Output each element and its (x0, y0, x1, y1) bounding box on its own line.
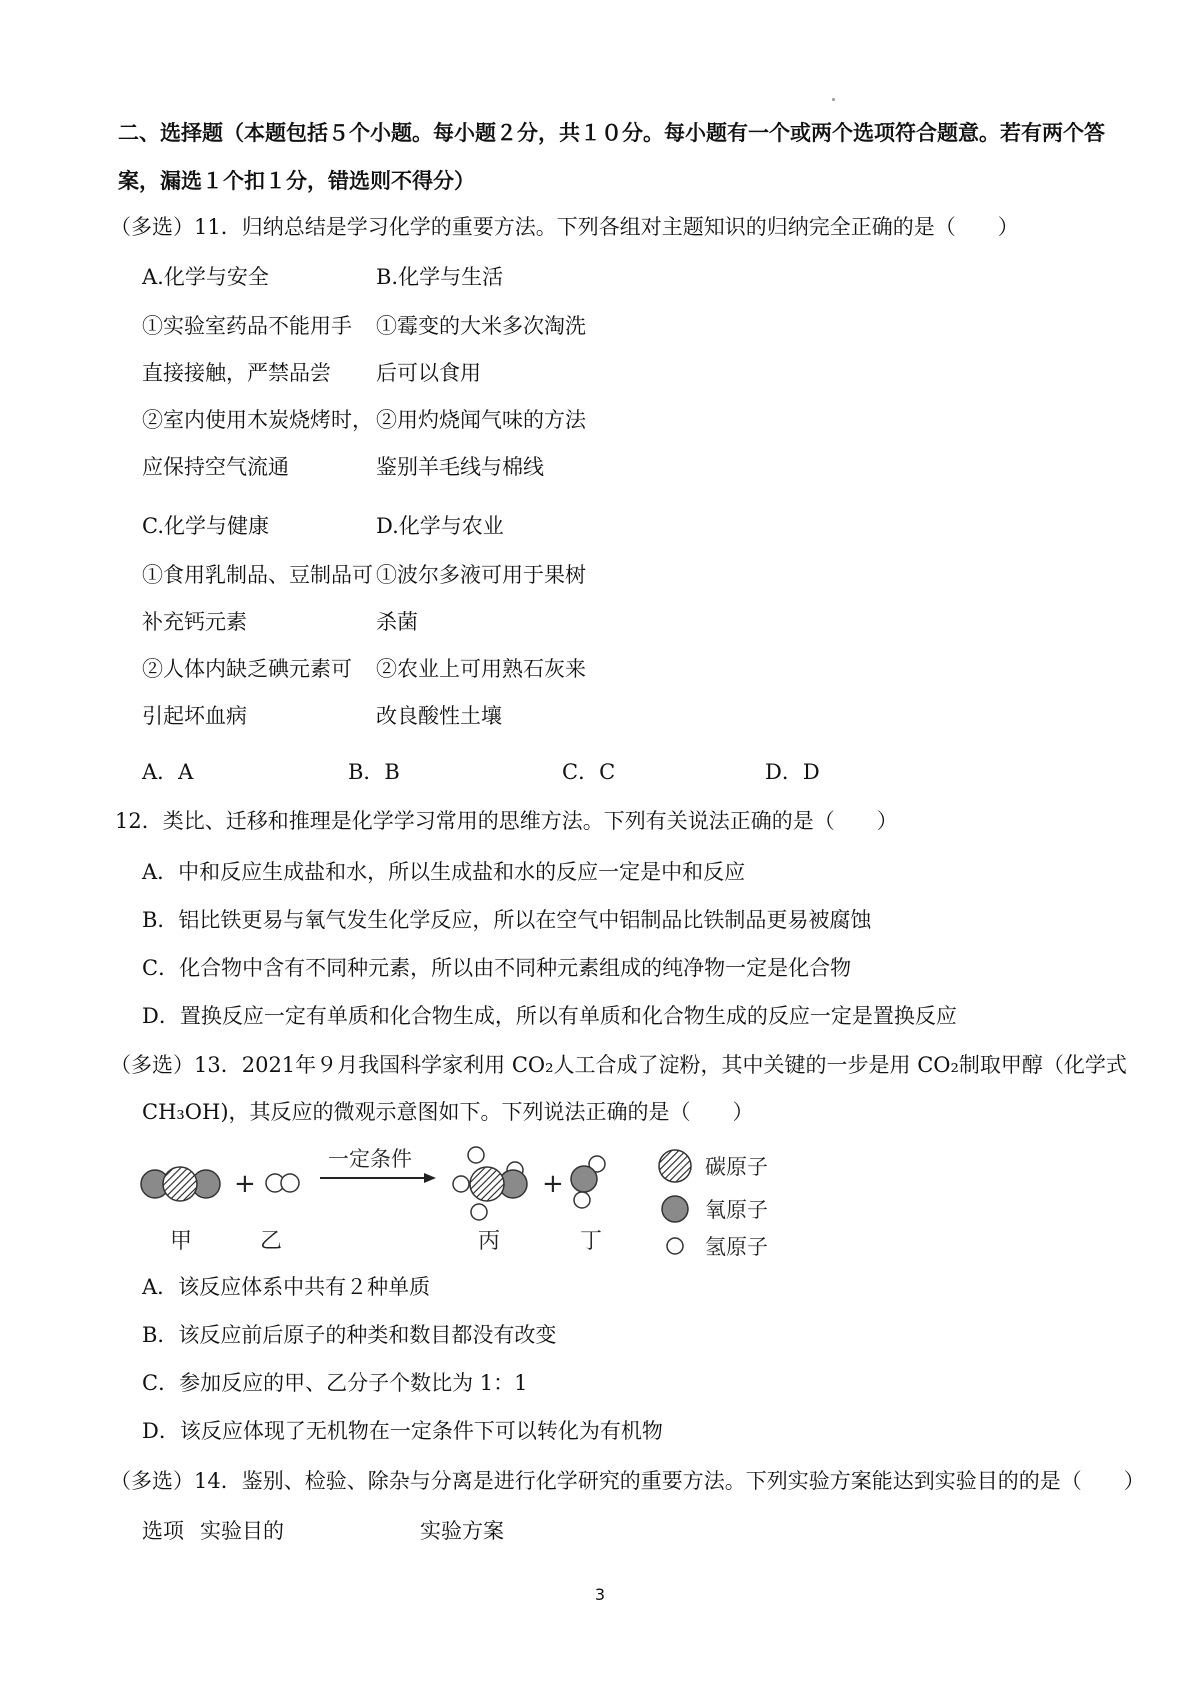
molecule-bing (453, 1147, 527, 1220)
legend-carbon-label: 碳原子 (705, 1155, 768, 1179)
legend-carbon-swatch (659, 1150, 691, 1182)
section-heading-line1: 二、选择题（本题包括５个小题。每小题２分，共１０分。每小题有一个或两个选项符合题意。若有两个答 (118, 121, 1105, 145)
page-number: 3 (594, 1585, 606, 1604)
q13-option-a: A．该反应体系中共有２种单质 (142, 1275, 431, 1299)
arrow-label: 一定条件 (328, 1147, 412, 1171)
section-heading-line2: 案，漏选１个扣１分，错选则不得分） (118, 169, 475, 193)
q12-option-c: C．化合物中含有不同种元素，所以由不同种元素组成的纯净物一定是化合物 (142, 956, 852, 980)
q11-d-line2: 杀菌 (376, 610, 418, 634)
q11-choice-d: D．D (765, 760, 820, 784)
q11-d-line3: ②农业上可用熟石灰来 (376, 657, 586, 681)
hydrogen-atom (281, 1174, 299, 1192)
q11-c-title: C.化学与健康 (142, 514, 269, 538)
q13-option-b: B．该反应前后原子的种类和数目都没有改变 (142, 1323, 557, 1347)
q11-c-line1: ①食用乳制品、豆制品可 (142, 563, 373, 587)
reaction-arrow (320, 1173, 436, 1183)
q11-a-line3: ②室内使用木炭烧烤时， (142, 408, 373, 432)
label-yi: 乙 (260, 1229, 283, 1254)
q13-option-c: C．参加反应的甲、乙分子个数比为 1：1 (142, 1371, 528, 1395)
q11-a-line2: 直接接触，严禁品尝 (142, 361, 331, 385)
label-jia: 甲 (170, 1229, 193, 1254)
q11-d-line1: ①波尔多液可用于果树 (376, 563, 586, 587)
legend-hydrogen-label: 氢原子 (705, 1235, 768, 1259)
q11-c-line4: 引起坏血病 (142, 704, 247, 728)
molecule-jia (141, 1167, 220, 1201)
legend-oxygen-label: 氧原子 (705, 1198, 768, 1222)
molecule-ding (571, 1156, 605, 1208)
q11-c-line2: 补充钙元素 (142, 610, 247, 634)
hydrogen-atom (471, 1204, 487, 1220)
hydrogen-atom (468, 1147, 484, 1163)
q11-c-line3: ②人体内缺乏碘元素可 (142, 657, 352, 681)
plus-sign: + (542, 1169, 564, 1199)
q11-choice-b: B．B (348, 760, 400, 784)
stray-dot (832, 98, 835, 101)
q13-stem-line1: （多选）13．2021年９月我国科学家利用 CO₂人工合成了淀粉，其中关键的一步是用 CO₂制取甲醇（化学式 (110, 1053, 1127, 1077)
plus-sign: + (234, 1169, 256, 1199)
q12-option-a: A．中和反应生成盐和水，所以生成盐和水的反应一定是中和反应 (142, 860, 746, 884)
hydrogen-atom (574, 1192, 590, 1208)
q11-d-title: D.化学与农业 (376, 514, 504, 538)
q11-choice-c: C．C (562, 760, 616, 784)
q14-col-option: 选项 (142, 1519, 184, 1543)
legend-hydrogen-swatch (667, 1238, 683, 1254)
q11-b-line4: 鉴别羊毛线与棉线 (376, 455, 544, 479)
q12-option-b: B．铝比铁更易与氧气发生化学反应，所以在空气中铝制品比铁制品更易被腐蚀 (142, 908, 872, 932)
q14-stem: （多选）14．鉴别、检验、除杂与分离是进行化学研究的重要方法。下列实验方案能达到实验目的的是（ ） (110, 1469, 1145, 1493)
q11-b-line3: ②用灼烧闻气味的方法 (376, 408, 586, 432)
q11-choice-a: A．A (142, 760, 194, 784)
oxygen-atom (571, 1166, 597, 1192)
q11-a-line1: ①实验室药品不能用手 (142, 314, 352, 338)
q14-col-goal: 实验目的 (200, 1519, 284, 1543)
q14-col-plan: 实验方案 (420, 1519, 504, 1543)
carbon-atom (163, 1167, 197, 1201)
legend (659, 1150, 768, 1259)
q11-stem: （多选）11．归纳总结是学习化学的重要方法。下列各组对主题知识的归纳完全正确的是（ ） (110, 215, 1019, 239)
q12-option-d: D．置换反应一定有单质和化合物生成，所以有单质和化合物生成的反应一定是置换反应 (142, 1004, 957, 1028)
label-bing: 丙 (478, 1229, 501, 1254)
q11-b-line2: 后可以食用 (376, 361, 481, 385)
q11-d-line4: 改良酸性土壤 (376, 704, 502, 728)
q13-stem-line2: CH₃OH)，其反应的微观示意图如下。下列说法正确的是（ ） (142, 1100, 754, 1124)
q11-a-title: A.化学与安全 (142, 265, 269, 289)
q11-a-line4: 应保持空气流通 (142, 455, 289, 479)
q11-b-title: B.化学与生活 (376, 265, 504, 289)
hydrogen-atom (453, 1176, 469, 1192)
carbon-atom (470, 1167, 504, 1201)
reaction-diagram (130, 1140, 860, 1270)
q12-stem: 12．类比、迁移和推理是化学学习常用的思维方法。下列有关说法正确的是（ ） (115, 809, 898, 833)
label-ding: 丁 (580, 1229, 603, 1254)
legend-oxygen-swatch (662, 1196, 688, 1222)
q13-option-d: D．该反应体现了无机物在一定条件下可以转化为有机物 (142, 1419, 663, 1443)
q11-b-line1: ①霉变的大米多次淘洗 (376, 314, 586, 338)
molecule-yi (266, 1174, 299, 1192)
